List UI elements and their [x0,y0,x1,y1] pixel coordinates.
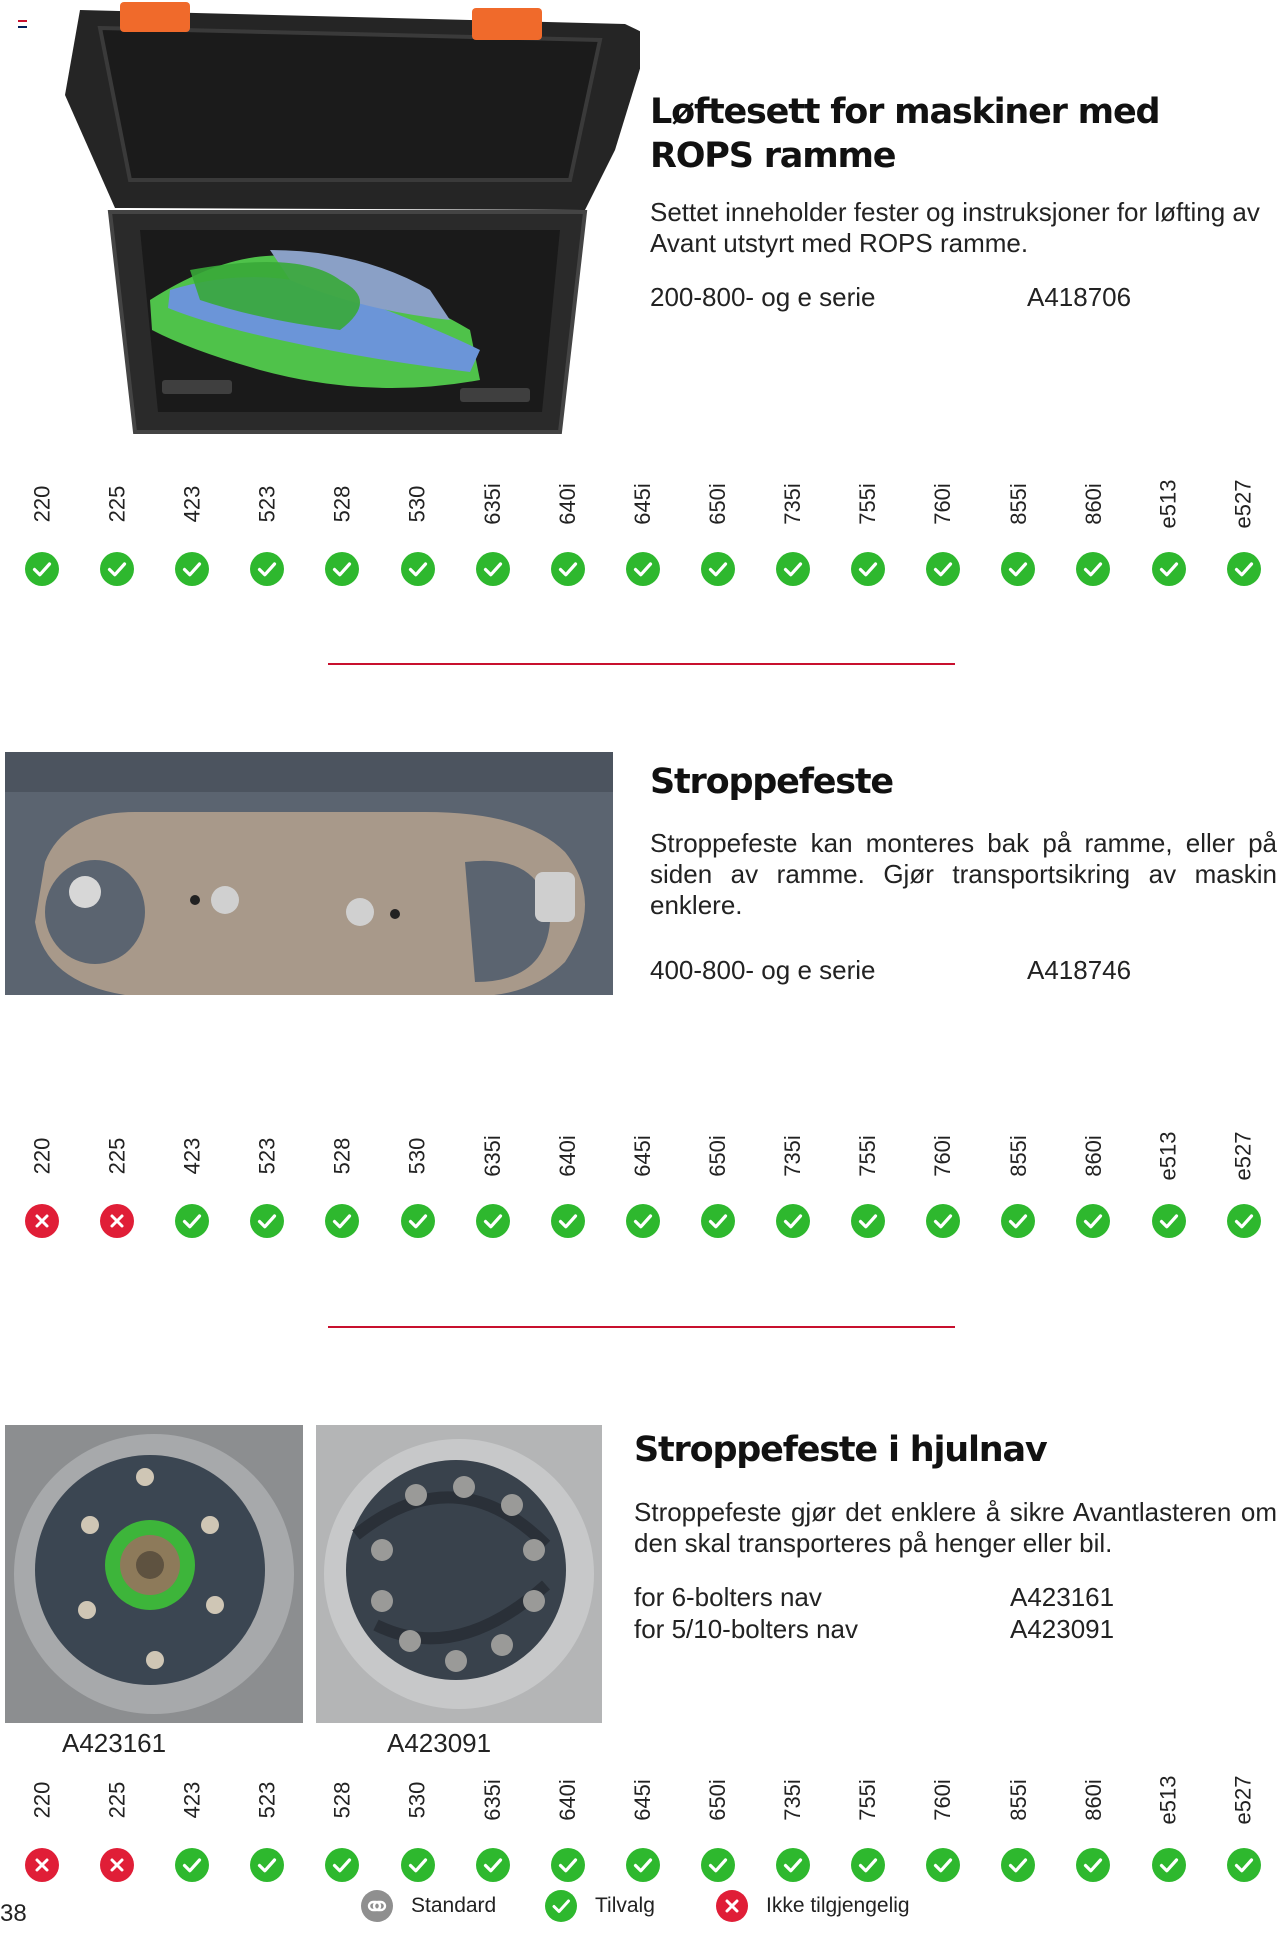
check-icon [701,1848,735,1882]
model-label: 220 [29,1137,54,1175]
strap-bracket-image [5,752,613,995]
product-title: Stroppefeste [650,762,893,802]
flag-icon [18,20,27,27]
spec-series: 200-800- og e serie [650,282,876,312]
model-label: 635i [479,483,505,525]
model-label: e527 [1230,479,1256,529]
model-label: 423 [179,485,205,523]
model-item [988,1122,1048,1262]
section-divider [328,663,955,665]
model-item [763,470,823,610]
model-item [1214,470,1274,610]
model-item [763,1766,823,1906]
product-description: Settet inneholder fester og instruksjoner for løfting av Avant utstyrt med ROPS ramme. [650,197,1260,258]
check-icon [776,1204,810,1238]
model-label: 855i [1005,483,1031,525]
model-label: 635i [479,1779,505,1821]
model-item [463,1122,523,1262]
model-label: 523 [254,485,280,523]
model-label: e527 [1230,1775,1256,1825]
model-label: 650i [704,483,730,525]
check-icon [551,552,585,586]
cross-icon [100,1204,134,1238]
check-icon [100,552,134,586]
model-label: 225 [104,485,130,523]
model-item [688,470,748,610]
model-label: 645i [629,483,655,525]
model-label: 640i [554,1135,580,1177]
check-icon [701,552,735,586]
model-item [312,1766,372,1906]
model-label: e513 [1155,1775,1181,1825]
model-label: 760i [930,1779,956,1821]
image-caption: A423091 [387,1728,492,1758]
model-label: e513 [1155,479,1181,529]
model-item [1214,1122,1274,1262]
model-item [463,470,523,610]
model-item [1139,1766,1199,1906]
model-item [388,470,448,610]
check-icon [476,1204,510,1238]
spec-part-number: A423091 [1010,1614,1115,1644]
check-icon [175,1848,209,1882]
legend-label: Tilvalg [595,1894,655,1917]
section-divider [328,1326,955,1328]
model-label: 635i [479,1135,505,1177]
legend-label: Ikke tilgjengelig [766,1894,910,1917]
check-icon [1227,1204,1261,1238]
check-icon [1152,552,1186,586]
model-label: 530 [404,1137,430,1175]
spec-part-number: A418706 [1027,282,1132,312]
model-item [312,1122,372,1262]
check-icon [626,1848,660,1882]
check-icon [551,1204,585,1238]
model-label: 860i [1080,483,1106,525]
model-label: e513 [1155,1131,1181,1181]
product-description: Stroppefeste kan monteres bak på ramme, eller på siden av ramme. Gjør transportsikring av maskin enklere. [650,828,1277,920]
model-item [87,1122,147,1262]
model-label: 220 [29,1781,54,1819]
check-icon [1001,1848,1035,1882]
model-label: 523 [254,1137,280,1175]
model-label: 735i [780,1135,805,1177]
model-label: 650i [704,1135,730,1177]
model-item [913,1122,973,1262]
model-item [12,1766,72,1906]
image-caption: A423161 [62,1728,167,1758]
model-item [913,470,973,610]
model-label: 735i [780,1779,805,1821]
model-availability-row [0,1766,1280,1906]
model-item [1063,470,1123,610]
model-item [162,470,222,610]
model-item [838,470,898,610]
model-item [688,1766,748,1906]
lifting-kit-case-image [40,0,640,440]
model-item [538,1766,598,1906]
model-label: 530 [404,485,430,523]
cross-icon [100,1848,134,1882]
check-icon [401,552,435,586]
model-item [1063,1122,1123,1262]
check-icon [626,552,660,586]
model-item [388,1766,448,1906]
model-label: 645i [629,1135,655,1177]
model-label: 735i [780,483,805,525]
check-icon [1227,1848,1261,1882]
check-icon [851,1204,885,1238]
model-item [12,1122,72,1262]
product-title: Stroppefeste i hjulnav [634,1430,1047,1470]
model-item [1139,1122,1199,1262]
model-label: 855i [1005,1135,1031,1177]
model-label: 423 [179,1781,205,1819]
legend-unavailable [716,1888,910,1924]
model-item [988,1766,1048,1906]
check-icon [250,1204,284,1238]
model-label: 530 [404,1781,430,1819]
model-label: 755i [855,1135,881,1177]
spec-part-number: A418746 [1027,955,1132,985]
model-item [12,470,72,610]
model-item [463,1766,523,1906]
check-icon [175,552,209,586]
check-icon [626,1204,660,1238]
check-icon [1152,1848,1186,1882]
model-label: 528 [329,485,355,523]
check-icon [250,552,284,586]
check-icon [551,1848,585,1882]
model-availability-row [0,1122,1280,1262]
spec-variant: for 6-bolters nav [634,1582,822,1612]
check-icon [1076,1848,1110,1882]
model-label: 855i [1005,1779,1031,1821]
model-label: 225 [104,1781,130,1819]
link-icon [361,1890,393,1922]
model-label: e527 [1230,1131,1256,1181]
check-icon [476,1848,510,1882]
spec-series: 400-800- og e serie [650,955,876,985]
model-item [237,1122,297,1262]
check-icon [926,1204,960,1238]
check-icon [851,1848,885,1882]
cross-icon [25,1848,59,1882]
check-icon [175,1204,209,1238]
ten-bolt-hub-image [316,1425,602,1723]
check-icon [1001,1204,1035,1238]
check-icon [1001,552,1035,586]
legend-standard [361,1888,496,1924]
model-label: 528 [329,1137,355,1175]
check-icon [701,1204,735,1238]
check-icon [545,1890,577,1922]
model-item [1139,470,1199,610]
legend-optional [545,1888,655,1924]
check-icon [401,1848,435,1882]
model-label: 760i [930,1135,956,1177]
model-item [538,1122,598,1262]
model-item [838,1766,898,1906]
model-item [613,1766,673,1906]
model-item [613,1122,673,1262]
model-item [688,1122,748,1262]
check-icon [250,1848,284,1882]
check-icon [1076,552,1110,586]
model-item [87,470,147,610]
model-item [237,470,297,610]
model-label: 860i [1080,1779,1106,1821]
model-item [838,1122,898,1262]
product-title: Løftesett for maskiner med ROPS ramme [650,92,1160,176]
model-availability-row [0,470,1280,610]
check-icon [851,552,885,586]
model-label: 423 [179,1137,205,1175]
model-item [388,1122,448,1262]
check-icon [1152,1204,1186,1238]
model-item [162,1122,222,1262]
model-item [1063,1766,1123,1906]
model-label: 528 [329,1781,355,1819]
model-item [87,1766,147,1906]
check-icon [325,1204,359,1238]
model-item [913,1766,973,1906]
model-label: 760i [930,483,956,525]
product-description: Stroppefeste gjør det enklere å sikre Avantlasteren om den skal transporteres på henger eller bil. [634,1497,1277,1558]
check-icon [926,1848,960,1882]
check-icon [926,552,960,586]
model-item [312,470,372,610]
spec-variant: for 5/10-bolters nav [634,1614,859,1644]
model-label: 755i [855,483,881,525]
model-item [763,1122,823,1262]
model-label: 220 [29,485,54,523]
model-item [162,1766,222,1906]
model-item [538,470,598,610]
spec-part-number: A423161 [1010,1582,1115,1612]
cross-icon [25,1204,59,1238]
model-item [1214,1766,1274,1906]
model-item [237,1766,297,1906]
model-item [613,470,673,610]
model-label: 640i [554,1779,580,1821]
cross-icon [716,1890,748,1922]
model-item [988,470,1048,610]
check-icon [776,1848,810,1882]
check-icon [401,1204,435,1238]
legend-label: Standard [411,1894,497,1917]
model-label: 640i [554,483,580,525]
check-icon [25,552,59,586]
check-icon [325,1848,359,1882]
six-bolt-hub-image [5,1425,303,1723]
check-icon [1076,1204,1110,1238]
model-label: 645i [629,1779,655,1821]
model-label: 225 [104,1137,130,1175]
check-icon [476,552,510,586]
model-label: 650i [704,1779,730,1821]
check-icon [776,552,810,586]
model-label: 755i [855,1779,881,1821]
check-icon [325,552,359,586]
model-label: 523 [254,1781,280,1819]
check-icon [1227,552,1261,586]
page-number: 38 [0,1900,27,1927]
model-label: 860i [1080,1135,1106,1177]
